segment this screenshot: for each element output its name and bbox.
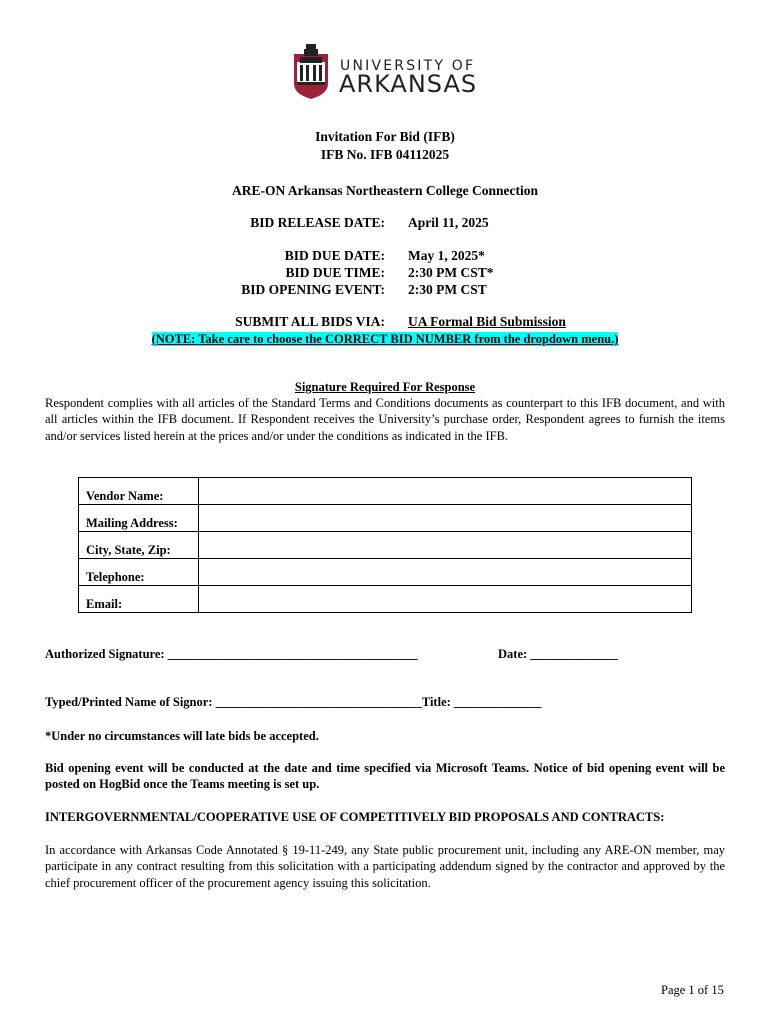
late-bids-notice: *Under no circumstances will late bids be accepted. (45, 729, 319, 743)
due-time-label: BID DUE TIME: (285, 265, 385, 280)
table-row (79, 505, 692, 532)
submission-link[interactable]: UA Formal Bid Submission (408, 314, 566, 329)
city-state-zip-field[interactable] (199, 532, 692, 559)
ifb-number: IFB No. IFB 04112025 (320, 147, 450, 162)
submit-label: SUBMIT ALL BIDS VIA: (235, 314, 385, 329)
signature-body: Respondent complies with all articles of the Standard Terms and Conditions documents as counterpart to this IFB document, and with all articles within the IFB document. If Respondent receives the University’s purchase order, Respondent agrees to furnish the items and/or services listed herein at the prices and/or under the conditions as indicated in the IFB. (45, 396, 725, 443)
logo-line2: ARKANSAS (339, 70, 478, 98)
vendor-name-field[interactable] (199, 478, 692, 505)
table-row (79, 478, 692, 505)
mailing-address-label: Mailing Address: (79, 505, 199, 532)
table-row (79, 559, 692, 586)
email-field[interactable] (199, 586, 692, 613)
old-main-shield-icon (292, 44, 330, 100)
doc-title: Invitation For Bid (IFB) (315, 129, 455, 144)
cooperative-heading: INTERGOVERNMENTAL/COOPERATIVE USE OF COMPETITIVELY BID PROPOSALS AND CONTRACTS: (45, 810, 665, 824)
due-time-value: 2:30 PM CST* (408, 265, 494, 280)
bid-opening-notice: Bid opening event will be conducted at the date and time specified via Microsoft Teams. Notice of bid opening event will be posted on HogBid once the Teams meeting is set up. (45, 761, 725, 792)
date-line[interactable]: Date: ______________ (498, 647, 618, 661)
logo-line1: UNIVERSITY OF (340, 58, 476, 74)
telephone-label: Telephone: (79, 559, 199, 586)
university-logo (292, 44, 482, 104)
city-state-zip-label: City, State, Zip: (79, 532, 199, 559)
signature-heading: Signature Required For Response (294, 380, 476, 394)
page-number: Page 1 of 15 (661, 983, 724, 997)
cooperative-body: In accordance with Arkansas Code Annotated § 19-11-249, any State public procurement unit, including any ARE-ON member, may participate in any contract resulting from this solicitation with a participating addendum signed by the contractor and approved by the chief procurement officer of the procurement agency issuing this solicitation. (45, 843, 725, 890)
telephone-field[interactable] (199, 559, 692, 586)
opening-event-value: 2:30 PM CST (408, 282, 487, 297)
vendor-info-table (78, 477, 692, 613)
release-date-value: April 11, 2025 (408, 215, 489, 230)
vendor-name-label: Vendor Name: (79, 478, 199, 505)
table-row (79, 586, 692, 613)
authorized-signature-line[interactable]: Authorized Signature: ________________________________________ (45, 647, 418, 661)
dropdown-note (0, 331, 770, 347)
mailing-address-field[interactable] (199, 505, 692, 532)
table-row (79, 532, 692, 559)
due-date-value: May 1, 2025* (408, 248, 485, 263)
release-date-label: BID RELEASE DATE: (250, 215, 385, 230)
project-title: ARE-ON Arkansas Northeastern College Connection (232, 183, 538, 198)
typed-name-title-line[interactable]: Typed/Printed Name of Signor: _________________________________Title: ______________ (45, 695, 542, 709)
due-date-label: BID DUE DATE: (284, 248, 385, 263)
dropdown-note-text: (NOTE: Take care to choose the CORRECT BID NUMBER from the dropdown menu.) (151, 332, 619, 346)
email-label: Email: (79, 586, 199, 613)
opening-event-label: BID OPENING EVENT: (241, 282, 385, 297)
